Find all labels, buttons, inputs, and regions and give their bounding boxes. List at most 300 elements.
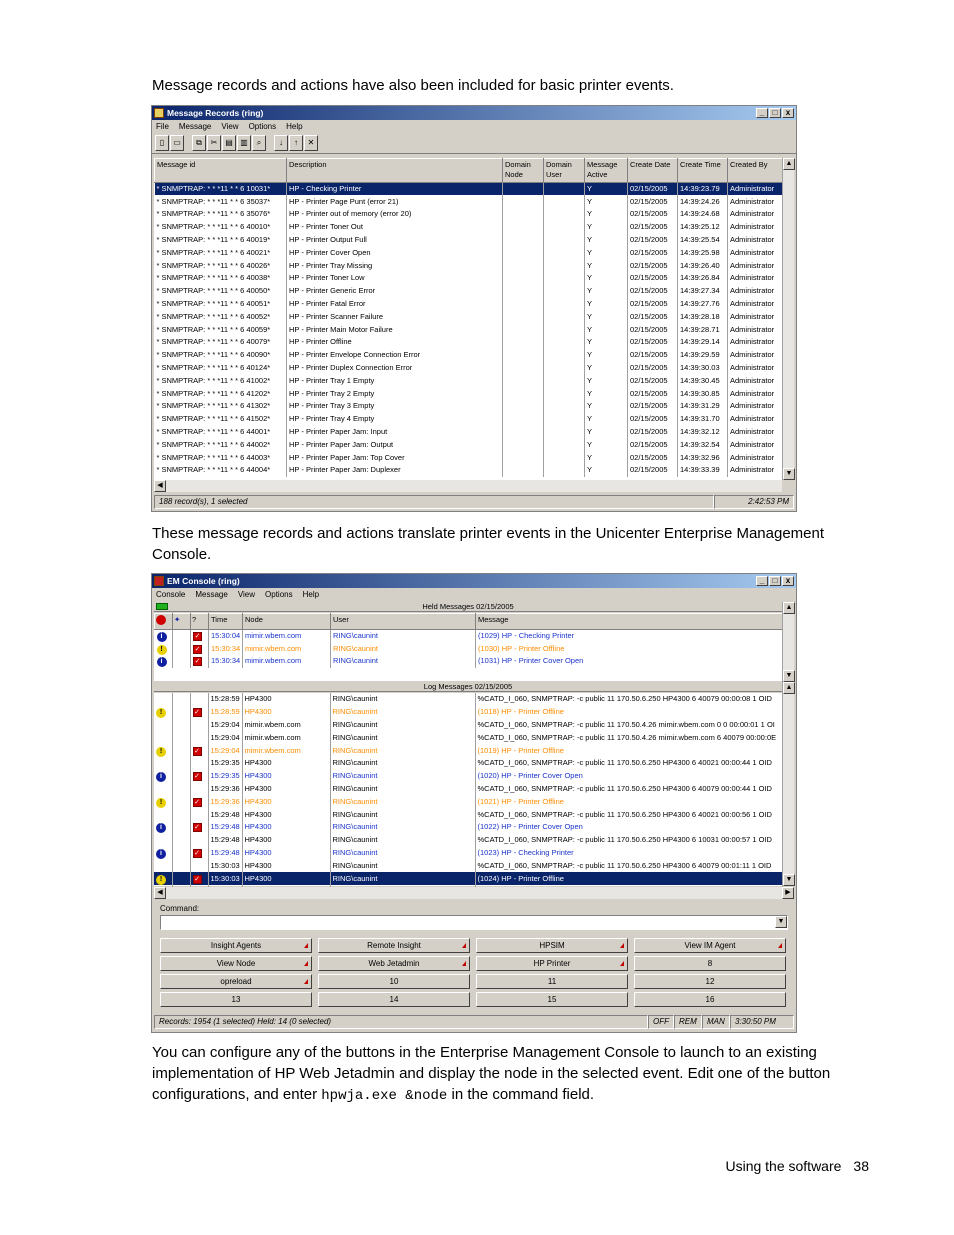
- ack-check-icon[interactable]: ✓: [194, 875, 200, 883]
- info-icon: i: [157, 657, 167, 667]
- cell-description: HP - Printer Toner Out: [287, 221, 503, 234]
- scroll-right-icon[interactable]: ▶: [782, 887, 794, 899]
- cell-message-id: * SNMPTRAP: * * *11 * * 6 40079*: [155, 336, 287, 349]
- menu-help[interactable]: Help: [286, 121, 303, 131]
- minimize-button[interactable]: _: [756, 108, 768, 118]
- table-row[interactable]: [155, 655, 783, 668]
- cell-description: HP - Printer Tray 2 Empty: [287, 387, 503, 400]
- mr-vertical-scrollbar[interactable]: [782, 158, 794, 480]
- pin-cell: [173, 630, 191, 643]
- cell-msg: %CATD_I_060, SNMPTRAP: -c public 11 170.50.6.250 HP4300 6 10031 00:00:57 1 OID: [475, 834, 782, 847]
- em-menubar: [152, 588, 796, 600]
- ack-check-icon[interactable]: ✓: [194, 633, 201, 641]
- cell-create-time: 14:39:31.70: [678, 413, 728, 426]
- table-row[interactable]: [154, 757, 782, 770]
- cell-message-id: * SNMPTRAP: * * *11 * * 6 41302*: [155, 400, 287, 413]
- maximize-button[interactable]: □: [769, 108, 781, 118]
- cell-domain-node: [503, 362, 544, 375]
- log-messages-banner: [154, 682, 782, 692]
- cell-create-time: 14:39:26.40: [678, 259, 728, 272]
- ack-check-icon[interactable]: ✓: [194, 824, 200, 832]
- command-button[interactable]: [476, 992, 628, 1007]
- table-row[interactable]: [155, 630, 783, 643]
- col-create-date[interactable]: Create Date: [628, 159, 678, 183]
- cell-time: 15:29:04: [208, 744, 242, 757]
- command-button[interactable]: [476, 956, 628, 971]
- command-button[interactable]: [634, 956, 786, 971]
- sort-desc-icon[interactable]: ↑: [289, 135, 303, 151]
- cell-user: RING\caunint: [330, 872, 475, 885]
- col-domain-user[interactable]: Domain User: [544, 159, 585, 183]
- em-minimize-button[interactable]: _: [756, 576, 768, 586]
- ack-cell: [190, 757, 208, 770]
- cell-create-date: 02/15/2005: [628, 349, 678, 362]
- command-button-label: Remote Insight: [367, 941, 421, 950]
- severity-cell: [154, 859, 172, 872]
- mr-titlebar[interactable]: [152, 106, 796, 120]
- table-row[interactable]: [155, 246, 783, 259]
- command-dropdown-icon[interactable]: ▼: [775, 916, 787, 928]
- table-row[interactable]: [154, 847, 782, 860]
- cell-message-id: * SNMPTRAP: * * *11 * * 6 40038*: [155, 272, 287, 285]
- cell-node: HP4300: [242, 872, 330, 885]
- cell-create-date: 02/15/2005: [628, 246, 678, 259]
- command-button[interactable]: [318, 974, 470, 989]
- cell-create-time: 14:39:32.12: [678, 426, 728, 439]
- held-messages-table: [154, 613, 783, 668]
- cell-description: HP - Printer Paper Jam: Input: [287, 426, 503, 439]
- cell-create-date: 02/15/2005: [628, 208, 678, 221]
- pin-cell: [172, 872, 190, 885]
- cell-create-date: 02/15/2005: [628, 387, 678, 400]
- table-row[interactable]: [154, 783, 782, 796]
- col-node[interactable]: Node: [243, 614, 331, 630]
- cell-msg: %CATD_I_060, SNMPTRAP: -c public 11 170.50.4.26 mimir.wbem.com 0 0 00:00:01 1 OI: [475, 719, 782, 732]
- cell-domain-user: [544, 183, 585, 196]
- table-row[interactable]: [154, 808, 782, 821]
- command-button[interactable]: [634, 992, 786, 1007]
- cell-node: mimir.wbem.com: [243, 642, 331, 655]
- menu-arrow-icon: [462, 943, 466, 948]
- severity-cell: [154, 808, 172, 821]
- scroll-up-icon[interactable]: ▲: [783, 682, 795, 694]
- severity-cell: [154, 795, 172, 808]
- cell-domain-user: [544, 323, 585, 336]
- cell-create-time: 14:39:26.84: [678, 272, 728, 285]
- cell-time: 15:29:48: [208, 834, 242, 847]
- table-row[interactable]: [155, 362, 783, 375]
- table-row[interactable]: [155, 221, 783, 234]
- table-row[interactable]: [154, 719, 782, 732]
- cell-description: HP - Printer Envelope Connection Error: [287, 349, 503, 362]
- cell-time: 15:30:34: [209, 642, 243, 655]
- pin-cell: [172, 859, 190, 872]
- command-button[interactable]: [160, 974, 312, 989]
- log-banner-text: Log Messages 02/15/2005: [423, 682, 513, 691]
- menu-arrow-icon: [304, 979, 308, 984]
- cell-message-id: * SNMPTRAP: * * *11 * * 6 40124*: [155, 362, 287, 375]
- command-button[interactable]: [318, 992, 470, 1007]
- delete-icon[interactable]: ▥: [237, 135, 251, 151]
- pin-cell: [172, 693, 190, 706]
- command-button[interactable]: [476, 974, 628, 989]
- new-doc-icon[interactable]: ▯: [155, 135, 169, 151]
- cell-message-active: Y: [585, 451, 628, 464]
- menu-arrow-icon: [462, 961, 466, 966]
- menu-console[interactable]: Console: [156, 589, 186, 599]
- cell-created-by: Administrator: [728, 246, 783, 259]
- table-row[interactable]: [155, 208, 783, 221]
- cell-node: HP4300: [242, 706, 330, 719]
- menu-options[interactable]: Options: [265, 589, 293, 599]
- find-icon[interactable]: ⌕: [252, 135, 266, 151]
- table-row[interactable]: [155, 451, 783, 464]
- col-user[interactable]: User: [331, 614, 476, 630]
- cell-description: HP - Printer Fatal Error: [287, 298, 503, 311]
- cell-create-time: 14:39:24.26: [678, 195, 728, 208]
- cell-msg: (1018) HP - Printer Offline: [475, 706, 782, 719]
- ack-cell: [190, 719, 208, 732]
- mr-horizontal-scrollbar[interactable]: [154, 480, 782, 492]
- severity-cell: [155, 642, 173, 655]
- menu-message[interactable]: Message: [195, 589, 228, 599]
- table-row[interactable]: [155, 234, 783, 247]
- cell-description: HP - Printer Duplex Connection Error: [287, 362, 503, 375]
- scroll-down-icon[interactable]: ▼: [783, 468, 795, 480]
- page-footer: [725, 1158, 869, 1174]
- intro-paragraph: Message records and actions have also been included for basic printer events.: [152, 77, 674, 94]
- cell-time: 15:29:35: [208, 757, 242, 770]
- cell-created-by: Administrator: [728, 323, 783, 336]
- col-time[interactable]: Time: [209, 614, 243, 630]
- cell-domain-user: [544, 438, 585, 451]
- table-row[interactable]: [155, 349, 783, 362]
- scroll-up-icon[interactable]: ▲: [783, 602, 795, 614]
- ack-cell: [191, 630, 209, 643]
- cell-node: HP4300: [242, 795, 330, 808]
- table-row[interactable]: [155, 642, 783, 655]
- ack-check-icon[interactable]: ✓: [194, 798, 200, 806]
- scroll-up-icon[interactable]: ▲: [783, 158, 795, 170]
- col-question[interactable]: [191, 614, 209, 630]
- command-button[interactable]: [160, 956, 312, 971]
- held-vertical-scrollbar[interactable]: [782, 602, 794, 682]
- cell-message-active: Y: [585, 323, 628, 336]
- menu-view[interactable]: View: [237, 589, 256, 599]
- table-row[interactable]: [155, 426, 783, 439]
- table-row[interactable]: [155, 323, 783, 336]
- message-records-table: [154, 158, 783, 477]
- severity-cell: [155, 630, 173, 643]
- cell-created-by: Administrator: [728, 336, 783, 349]
- ack-check-icon[interactable]: ✓: [194, 658, 201, 666]
- col-severity[interactable]: [155, 614, 173, 630]
- col-description[interactable]: Description: [287, 159, 503, 183]
- col-message-id[interactable]: Message id: [155, 159, 287, 183]
- table-row[interactable]: [154, 859, 782, 872]
- cell-domain-user: [544, 349, 585, 362]
- table-row[interactable]: [155, 387, 783, 400]
- close-filter-icon[interactable]: ✕: [304, 135, 318, 151]
- table-row[interactable]: [154, 795, 782, 808]
- footer-section: Using the software: [725, 1158, 842, 1174]
- scroll-down-icon[interactable]: ▼: [783, 670, 795, 682]
- table-row[interactable]: [155, 400, 783, 413]
- command-button-label: View Node: [216, 959, 256, 968]
- table-row[interactable]: [154, 693, 782, 706]
- cell-domain-node: [503, 387, 544, 400]
- command-button[interactable]: [476, 938, 628, 953]
- cell-message-id: * SNMPTRAP: * * *11 * * 6 41002*: [155, 374, 287, 387]
- col-create-time[interactable]: Create Time: [678, 159, 728, 183]
- cell-message-id: * SNMPTRAP: * * *11 * * 6 40052*: [155, 310, 287, 323]
- table-row[interactable]: [155, 298, 783, 311]
- cell-user: RING\caunint: [330, 834, 475, 847]
- cell-domain-node: [503, 234, 544, 247]
- cell-message-id: * SNMPTRAP: * * *11 * * 6 40019*: [155, 234, 287, 247]
- cell-domain-user: [544, 413, 585, 426]
- command-button-label: 10: [389, 977, 399, 986]
- command-button[interactable]: [160, 938, 312, 953]
- em-maximize-button[interactable]: □: [769, 576, 781, 586]
- sort-asc-icon[interactable]: ↓: [274, 135, 288, 151]
- cell-node: mimir.wbem.com: [242, 744, 330, 757]
- cell-create-date: 02/15/2005: [628, 272, 678, 285]
- severity-cell: [154, 834, 172, 847]
- menu-view[interactable]: View: [221, 121, 239, 131]
- cell-domain-node: [503, 374, 544, 387]
- cell-time: 15:30:03: [208, 872, 242, 885]
- command-button[interactable]: [160, 992, 312, 1007]
- app-icon: [154, 108, 164, 118]
- col-created-by[interactable]: Created By: [728, 159, 783, 183]
- configure-text-suffix: in the command field.: [447, 1086, 595, 1103]
- menu-arrow-icon: [304, 961, 308, 966]
- table-row[interactable]: [155, 195, 783, 208]
- ack-cell: [190, 744, 208, 757]
- command-input[interactable]: [160, 915, 788, 930]
- cell-create-date: 02/15/2005: [628, 234, 678, 247]
- cell-msg: (1021) HP - Printer Offline: [475, 795, 782, 808]
- cell-created-by: Administrator: [728, 426, 783, 439]
- cell-create-time: 14:39:29.14: [678, 336, 728, 349]
- em-status-time: 3:30:50 PM: [730, 1015, 794, 1029]
- cell-message-active: Y: [585, 374, 628, 387]
- cell-domain-node: [503, 285, 544, 298]
- ack-cell: [190, 693, 208, 706]
- cell-create-time: 14:39:28.71: [678, 323, 728, 336]
- command-button-label: 8: [707, 959, 713, 968]
- cell-node: HP4300: [242, 808, 330, 821]
- cell-message-active: Y: [585, 426, 628, 439]
- ack-cell: [190, 834, 208, 847]
- table-row[interactable]: [155, 285, 783, 298]
- cell-create-date: 02/15/2005: [628, 413, 678, 426]
- cell-domain-node: [503, 208, 544, 221]
- table-row[interactable]: [154, 821, 782, 834]
- command-button-label: 13: [231, 995, 241, 1004]
- mr-toolbar: [152, 132, 796, 154]
- col-pin[interactable]: [173, 614, 191, 630]
- command-button[interactable]: [634, 938, 786, 953]
- table-row[interactable]: [154, 872, 782, 885]
- log-horizontal-scrollbar[interactable]: [154, 887, 794, 899]
- cell-msg: (1029) HP - Checking Printer: [476, 630, 783, 643]
- command-button[interactable]: [318, 956, 470, 971]
- cell-time: 15:29:04: [208, 731, 242, 744]
- cell-created-by: Administrator: [728, 183, 783, 196]
- cell-domain-user: [544, 451, 585, 464]
- cell-created-by: Administrator: [728, 298, 783, 311]
- log-messages-table: [154, 693, 783, 898]
- cell-created-by: Administrator: [728, 374, 783, 387]
- pin-cell: [172, 821, 190, 834]
- cell-message-id: * SNMPTRAP: * * *11 * * 6 10031*: [155, 183, 287, 196]
- table-row[interactable]: [154, 706, 782, 719]
- page-number: 38: [853, 1158, 869, 1174]
- warning-icon: !: [157, 645, 167, 655]
- menu-help[interactable]: Help: [302, 589, 320, 599]
- cell-message-active: Y: [585, 195, 628, 208]
- close-button[interactable]: x: [782, 108, 794, 118]
- cell-created-by: Administrator: [728, 195, 783, 208]
- cell-msg: %CATD_I_060, SNMPTRAP: -c public 11 170.50.6.250 HP4300 6 40079 00:00:08 1 OID: [475, 693, 782, 706]
- em-close-button[interactable]: x: [782, 576, 794, 586]
- table-row[interactable]: [155, 336, 783, 349]
- scroll-left-icon[interactable]: ◀: [154, 887, 166, 899]
- cell-description: HP - Printer Paper Jam: Top Cover: [287, 451, 503, 464]
- scroll-down-icon[interactable]: ▼: [783, 874, 795, 886]
- menu-arrow-icon: [620, 943, 624, 948]
- cell-message-id: * SNMPTRAP: * * *11 * * 6 44004*: [155, 464, 287, 477]
- cell-time: 15:28:59: [208, 693, 242, 706]
- table-row[interactable]: [155, 438, 783, 451]
- mr-title: Message Records (ring): [167, 108, 264, 118]
- cell-time: 15:29:36: [208, 783, 242, 796]
- cell-domain-user: [544, 400, 585, 413]
- warning-icon: !: [156, 798, 166, 808]
- command-button-label: 11: [547, 977, 557, 986]
- cell-create-time: 14:39:30.85: [678, 387, 728, 400]
- cell-msg: %CATD_I_060, SNMPTRAP: -c public 11 170.50.6.250 HP4300 6 40021 00:00:44 1 OID: [475, 757, 782, 770]
- table-row[interactable]: [155, 374, 783, 387]
- cell-domain-node: [503, 195, 544, 208]
- cell-message-active: Y: [585, 221, 628, 234]
- cell-user: RING\caunint: [330, 821, 475, 834]
- cell-node: HP4300: [242, 859, 330, 872]
- cut-icon[interactable]: ✂: [207, 135, 221, 151]
- cell-domain-user: [544, 336, 585, 349]
- command-button-label: HPSIM: [539, 941, 565, 950]
- cell-create-time: 14:39:24.68: [678, 208, 728, 221]
- ack-cell: [190, 808, 208, 821]
- command-button[interactable]: [634, 974, 786, 989]
- table-row[interactable]: [154, 834, 782, 847]
- col-domain-node[interactable]: Domain Node: [503, 159, 544, 183]
- cell-message-id: * SNMPTRAP: * * *11 * * 6 40021*: [155, 246, 287, 259]
- ack-check-icon[interactable]: ✓: [194, 849, 200, 857]
- cell-node: HP4300: [242, 770, 330, 783]
- table-row[interactable]: [155, 464, 783, 477]
- cell-time: 15:29:36: [208, 795, 242, 808]
- pin-icon: ✦: [174, 615, 181, 624]
- menu-options[interactable]: Options: [248, 121, 277, 131]
- cell-create-date: 02/15/2005: [628, 400, 678, 413]
- menu-file[interactable]: File: [156, 121, 169, 131]
- em-titlebar[interactable]: [152, 574, 796, 588]
- cell-create-date: 02/15/2005: [628, 259, 678, 272]
- cell-create-date: 02/15/2005: [628, 310, 678, 323]
- cell-create-date: 02/15/2005: [628, 298, 678, 311]
- ack-check-icon[interactable]: ✓: [194, 645, 201, 653]
- table-row[interactable]: [154, 770, 782, 783]
- table-row[interactable]: [155, 259, 783, 272]
- cell-domain-user: [544, 298, 585, 311]
- log-vertical-scrollbar[interactable]: [782, 682, 794, 886]
- table-row[interactable]: [155, 272, 783, 285]
- cell-domain-node: [503, 246, 544, 259]
- cell-message-id: * SNMPTRAP: * * *11 * * 6 44001*: [155, 426, 287, 439]
- table-row[interactable]: [155, 183, 783, 196]
- menu-message[interactable]: Message: [178, 121, 212, 131]
- cell-user: RING\caunint: [330, 693, 475, 706]
- severity-cell: [154, 770, 172, 783]
- command-button[interactable]: [318, 938, 470, 953]
- cell-create-time: 14:39:33.39: [678, 464, 728, 477]
- cell-message-active: Y: [585, 234, 628, 247]
- col-message[interactable]: Message: [476, 614, 783, 630]
- cell-message-active: Y: [585, 438, 628, 451]
- pin-cell: [173, 642, 191, 655]
- cell-node: HP4300: [242, 847, 330, 860]
- cell-created-by: Administrator: [728, 259, 783, 272]
- open-icon[interactable]: ▭: [170, 135, 184, 151]
- paste-icon[interactable]: ▤: [222, 135, 236, 151]
- table-row[interactable]: [155, 310, 783, 323]
- cell-create-date: 02/15/2005: [628, 323, 678, 336]
- table-row[interactable]: [154, 744, 782, 757]
- ack-check-icon[interactable]: ✓: [194, 709, 200, 717]
- cell-domain-node: [503, 464, 544, 477]
- pin-cell: [172, 783, 190, 796]
- cell-node: mimir.wbem.com: [242, 719, 330, 732]
- cell-domain-user: [544, 246, 585, 259]
- table-row[interactable]: [155, 413, 783, 426]
- command-button-label: 15: [547, 995, 557, 1004]
- col-message-active[interactable]: Message Active: [585, 159, 628, 183]
- command-label: Command:: [160, 904, 200, 913]
- cell-domain-node: [503, 451, 544, 464]
- cell-user: RING\caunint: [330, 744, 475, 757]
- cell-created-by: Administrator: [728, 285, 783, 298]
- cell-create-date: 02/15/2005: [628, 451, 678, 464]
- cell-created-by: Administrator: [728, 221, 783, 234]
- cell-description: HP - Printer Paper Jam: Output: [287, 438, 503, 451]
- copy-icon[interactable]: ⧉: [192, 135, 206, 151]
- status-rem: REM: [674, 1015, 702, 1029]
- ack-check-icon[interactable]: ✓: [194, 747, 200, 755]
- table-row[interactable]: [154, 731, 782, 744]
- scroll-left-icon[interactable]: ◀: [154, 480, 166, 492]
- ack-check-icon[interactable]: ✓: [194, 773, 200, 781]
- log-messages-grid: [154, 693, 782, 886]
- held-messages-grid: [154, 613, 782, 681]
- cell-description: HP - Printer Output Full: [287, 234, 503, 247]
- cell-create-date: 02/15/2005: [628, 285, 678, 298]
- cell-message-active: Y: [585, 413, 628, 426]
- cell-domain-user: [544, 221, 585, 234]
- ack-cell: [190, 859, 208, 872]
